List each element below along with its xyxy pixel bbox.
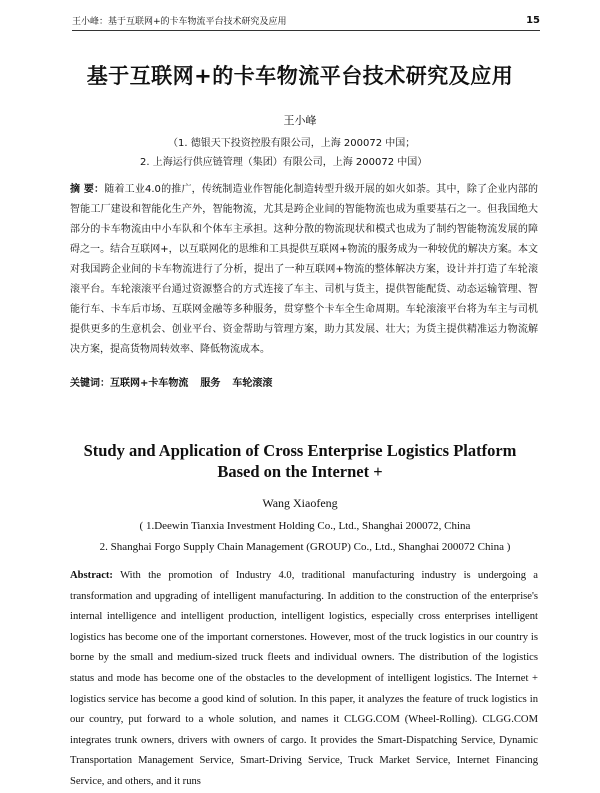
english-affiliation-1: ( 1.Deewin Tianxia Investment Holding Co., Ltd., Shanghai 200072, China (139, 520, 471, 532)
keyword: 车轮滚滚 (232, 378, 273, 389)
english-title (30, 440, 570, 482)
chinese-abstract (70, 180, 538, 360)
english-abstract-text: With the promotion of Industry 4.0, traditional manufacturing industry is undergoing a transformation and upgrading of intelligent manufacturing. In addition to the construction of the enterprise's internal intelligence and intelligent production, intelligent logistics, especially cross enterprises intelligent logistics has become one of the important cornerstones. However, most of the truck logistics in our country is borne by the small and medium-sized truck fleets and individual owners. The distribution of the logistics status and mode has become one of the obstacles to the development of intelligent logistics. The Internet + logistics service has become a good kind of solution. In this paper, it analyzes the feature of truck logistics in our country, put forward to a whole solution, and names it CLGG.COM (Wheel-Rolling). CLGG.COM integrates trunk owners, drivers with owners of cargo. It provides the Smart-Dispatching Service, Dynamic Transportation Management Service, Smart-Driving Service, Truck Market Service, Internet Financing Service, and others, and it runs (70, 570, 538, 787)
page-number: 15 (526, 14, 540, 26)
english-title-line-1: Study and Application of Cross Enterprise Logistics Platform (83, 441, 517, 460)
chinese-keywords-label: 关键词： (70, 378, 110, 389)
chinese-abstract-label: 摘 要： (70, 184, 105, 195)
chinese-abstract-text: 随着工业4.0的推广，传统制造业作智能化制造转型升级开展的如火如荼。其中，除了企业内部的智能工厂建设和智能化生产外，智能物流，尤其是跨企业间的智能物流也成为重要基石之一。但我国绝大部分的卡车物流由中小车队和个体车主承担。这种分散的物流现状和模式也成为了制约智能物流发展的障碍之一。结合互联网+，以互联网化的思维和工具提供互联网+物流的服务成为一种较优的解决方案。本文对我国跨企业间的卡车物流进行了分析，提出了一种互联网+物流的整体解决方案，设计并打造了车轮滚滚平台。车轮滚滚平台通过资源整合的方式连接了车主、司机与货主，提供智能配货、动态运输管理、智能行车、卡车后市场、互联网金融等多种服务，贯穿整个卡车全生命周期。车轮滚滚平台将为车主与司机提供更多的生意机会、创业平台、资金帮助与管理方案，助力其发展、壮大；为货主提供精准运力物流解决方案，提高货物周转效率、降低物流成本。 (70, 184, 538, 355)
running-head (72, 12, 540, 28)
chinese-affiliation-2: 2. 上海运行供应链管理（集团）有限公司，上海 200072 中国） (140, 157, 428, 168)
english-affiliation-2: 2. Shanghai Forgo Supply Chain Management (GROUP) Co., Ltd., Shanghai 200072 China ) (99, 541, 511, 553)
keyword: 互联网+卡车物流 (110, 378, 189, 389)
header-rule (72, 30, 540, 31)
chinese-keywords (70, 374, 538, 389)
english-abstract (70, 566, 538, 793)
keyword: 服务 (200, 378, 221, 389)
chinese-affiliation-1: （1. 德银天下投资控股有限公司，上海 200072 中国； (168, 138, 416, 149)
english-author: Wang Xiaofeng (262, 496, 338, 510)
english-affiliations (70, 516, 540, 558)
running-head-text: 王小峰：基于互联网+的卡车物流平台技术研究及应用 (72, 16, 287, 27)
english-abstract-label: Abstract: (70, 570, 113, 581)
chinese-affiliations (100, 134, 530, 172)
english-title-line-2: Based on the Internet + (217, 462, 383, 481)
chinese-title: 基于互联网+的卡车物流平台技术研究及应用 (86, 64, 514, 88)
chinese-author: 王小峰 (283, 114, 317, 127)
